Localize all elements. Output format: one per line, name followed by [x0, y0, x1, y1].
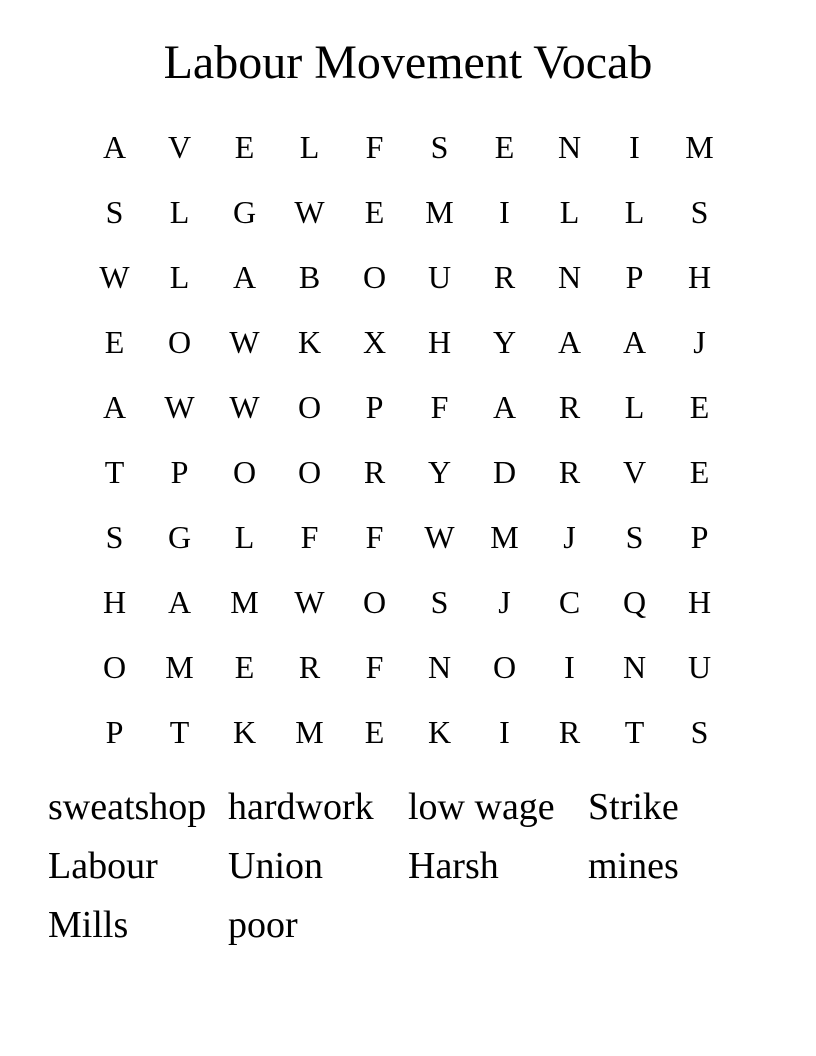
grid-letter-r5-c10: E: [689, 388, 710, 425]
grid-letter-r10-c1: P: [105, 713, 124, 750]
grid-letter-r1-c10: M: [685, 128, 714, 165]
grid-letter-r5-c7: A: [492, 388, 517, 425]
grid-letter-r7-c8: J: [563, 518, 576, 555]
grid-letter-r4-c10: J: [693, 323, 706, 360]
grid-letter-r6-c8: R: [558, 453, 581, 490]
grid-letter-r9-c1: O: [102, 648, 127, 685]
grid-letter-r5-c8: R: [558, 388, 581, 425]
grid-letter-r10-c3: K: [232, 713, 257, 750]
grid-letter-r6-c2: P: [170, 453, 189, 490]
word-list-item: hardwork: [228, 786, 374, 828]
grid-letter-r1-c3: E: [234, 128, 255, 165]
grid-letter-r8-c9: Q: [622, 583, 647, 620]
grid-letter-r5-c2: W: [164, 388, 195, 425]
grid-letter-r7-c2: G: [167, 518, 192, 555]
grid-letter-r1-c5: F: [365, 128, 384, 165]
grid-letter-r10-c4: M: [295, 713, 324, 750]
grid-letter-r9-c3: E: [234, 648, 255, 685]
grid-letter-r8-c10: H: [687, 583, 712, 620]
word-list-item: mines: [588, 845, 679, 887]
grid-letter-r5-c6: F: [430, 388, 449, 425]
grid-letter-r3-c3: A: [232, 258, 257, 295]
grid-letter-r3-c1: W: [99, 258, 130, 295]
grid-letter-r4-c4: K: [297, 323, 322, 360]
grid-letter-r4-c6: H: [427, 323, 452, 360]
grid-letter-r9-c7: O: [492, 648, 517, 685]
grid-letter-r7-c10: P: [690, 518, 709, 555]
grid-letter-r10-c6: K: [427, 713, 452, 750]
grid-letter-r6-c9: V: [622, 453, 647, 490]
grid-letter-r7-c3: L: [234, 518, 255, 555]
grid-letter-r5-c1: A: [102, 388, 127, 425]
grid-letter-r2-c8: L: [559, 193, 580, 230]
grid-letter-r6-c5: R: [363, 453, 386, 490]
grid-letter-r4-c2: O: [167, 323, 192, 360]
grid-letter-r7-c5: F: [365, 518, 384, 555]
grid-letter-r6-c4: O: [297, 453, 322, 490]
grid-letter-r1-c1: A: [102, 128, 127, 165]
word-list-item: poor: [228, 904, 298, 946]
grid-letter-r1-c8: N: [557, 128, 582, 165]
grid-letter-r4-c3: W: [229, 323, 260, 360]
grid-letter-r8-c1: H: [102, 583, 127, 620]
grid-letter-r1-c6: S: [430, 128, 449, 165]
grid-letter-r3-c7: R: [493, 258, 516, 295]
word-list-item: sweatshop: [48, 786, 207, 828]
grid-letter-r1-c2: V: [167, 128, 192, 165]
grid-letter-r2-c1: S: [105, 193, 124, 230]
grid-letter-r6-c7: D: [492, 453, 517, 490]
grid-letter-r9-c6: N: [427, 648, 452, 685]
word-search-grid: [82, 114, 732, 764]
word-list-item: Mills: [48, 904, 129, 946]
grid-letter-r8-c4: W: [294, 583, 325, 620]
grid-letter-r10-c10: S: [690, 713, 709, 750]
grid-letter-r7-c7: M: [490, 518, 519, 555]
grid-letter-r4-c8: A: [557, 323, 582, 360]
grid-letter-r7-c6: W: [424, 518, 455, 555]
grid-letter-r3-c10: H: [687, 258, 712, 295]
grid-letter-r10-c7: I: [499, 713, 510, 750]
grid-letter-r8-c3: M: [230, 583, 259, 620]
grid-letter-r6-c10: E: [689, 453, 710, 490]
grid-letter-r4-c5: X: [362, 323, 387, 360]
grid-letter-r7-c4: F: [300, 518, 319, 555]
grid-letter-r4-c7: Y: [492, 323, 517, 360]
word-list-item: Harsh: [408, 845, 499, 887]
grid-letter-r9-c9: N: [622, 648, 647, 685]
page-title: Labour Movement Vocab: [163, 36, 653, 89]
word-list: [48, 782, 768, 959]
grid-letter-r8-c2: A: [167, 583, 192, 620]
grid-letter-r7-c1: S: [105, 518, 124, 555]
grid-letter-r5-c5: P: [365, 388, 384, 425]
grid-letter-r6-c1: T: [104, 453, 125, 490]
grid-letter-r9-c5: F: [365, 648, 384, 685]
grid-letter-r3-c6: U: [427, 258, 452, 295]
grid-letter-r9-c10: U: [687, 648, 712, 685]
word-list-item: Labour: [48, 845, 158, 887]
grid-letter-r5-c9: L: [624, 388, 645, 425]
grid-letter-r10-c5: E: [364, 713, 385, 750]
grid-letter-r2-c4: W: [294, 193, 325, 230]
grid-letter-r10-c2: T: [169, 713, 190, 750]
grid-letter-r8-c6: S: [430, 583, 449, 620]
word-list-item: Strike: [588, 786, 679, 828]
grid-letter-r3-c5: O: [362, 258, 387, 295]
grid-letter-r2-c2: L: [169, 193, 190, 230]
grid-letter-r2-c3: G: [232, 193, 257, 230]
grid-letter-r4-c1: E: [104, 323, 125, 360]
grid-letter-r8-c5: O: [362, 583, 387, 620]
word-list-item: Union: [228, 845, 323, 887]
grid-letter-r9-c4: R: [298, 648, 321, 685]
grid-letter-r3-c2: L: [169, 258, 190, 295]
grid-letter-r2-c9: L: [624, 193, 645, 230]
grid-letter-r8-c7: J: [498, 583, 511, 620]
grid-letter-r2-c6: M: [425, 193, 454, 230]
grid-letter-r1-c7: E: [494, 128, 515, 165]
grid-letter-r4-c9: A: [622, 323, 647, 360]
grid-letter-r1-c9: I: [629, 128, 640, 165]
grid-letter-r8-c8: C: [558, 583, 581, 620]
grid-letter-r3-c9: P: [625, 258, 644, 295]
grid-letter-r2-c10: S: [690, 193, 709, 230]
grid-letter-r6-c6: Y: [427, 453, 452, 490]
grid-letter-r3-c4: B: [298, 258, 321, 295]
word-list-item: low wage: [408, 786, 555, 828]
grid-letter-r10-c8: R: [558, 713, 581, 750]
grid-letter-r5-c3: W: [229, 388, 260, 425]
grid-letter-r3-c8: N: [557, 258, 582, 295]
grid-letter-r7-c9: S: [625, 518, 644, 555]
grid-letter-r6-c3: O: [232, 453, 257, 490]
grid-letter-r2-c7: I: [499, 193, 510, 230]
grid-letter-r5-c4: O: [297, 388, 322, 425]
grid-letter-r10-c9: T: [624, 713, 645, 750]
grid-letter-r9-c8: I: [564, 648, 575, 685]
grid-letter-r9-c2: M: [165, 648, 194, 685]
grid-letter-r2-c5: E: [364, 193, 385, 230]
grid-letter-r1-c4: L: [299, 128, 320, 165]
